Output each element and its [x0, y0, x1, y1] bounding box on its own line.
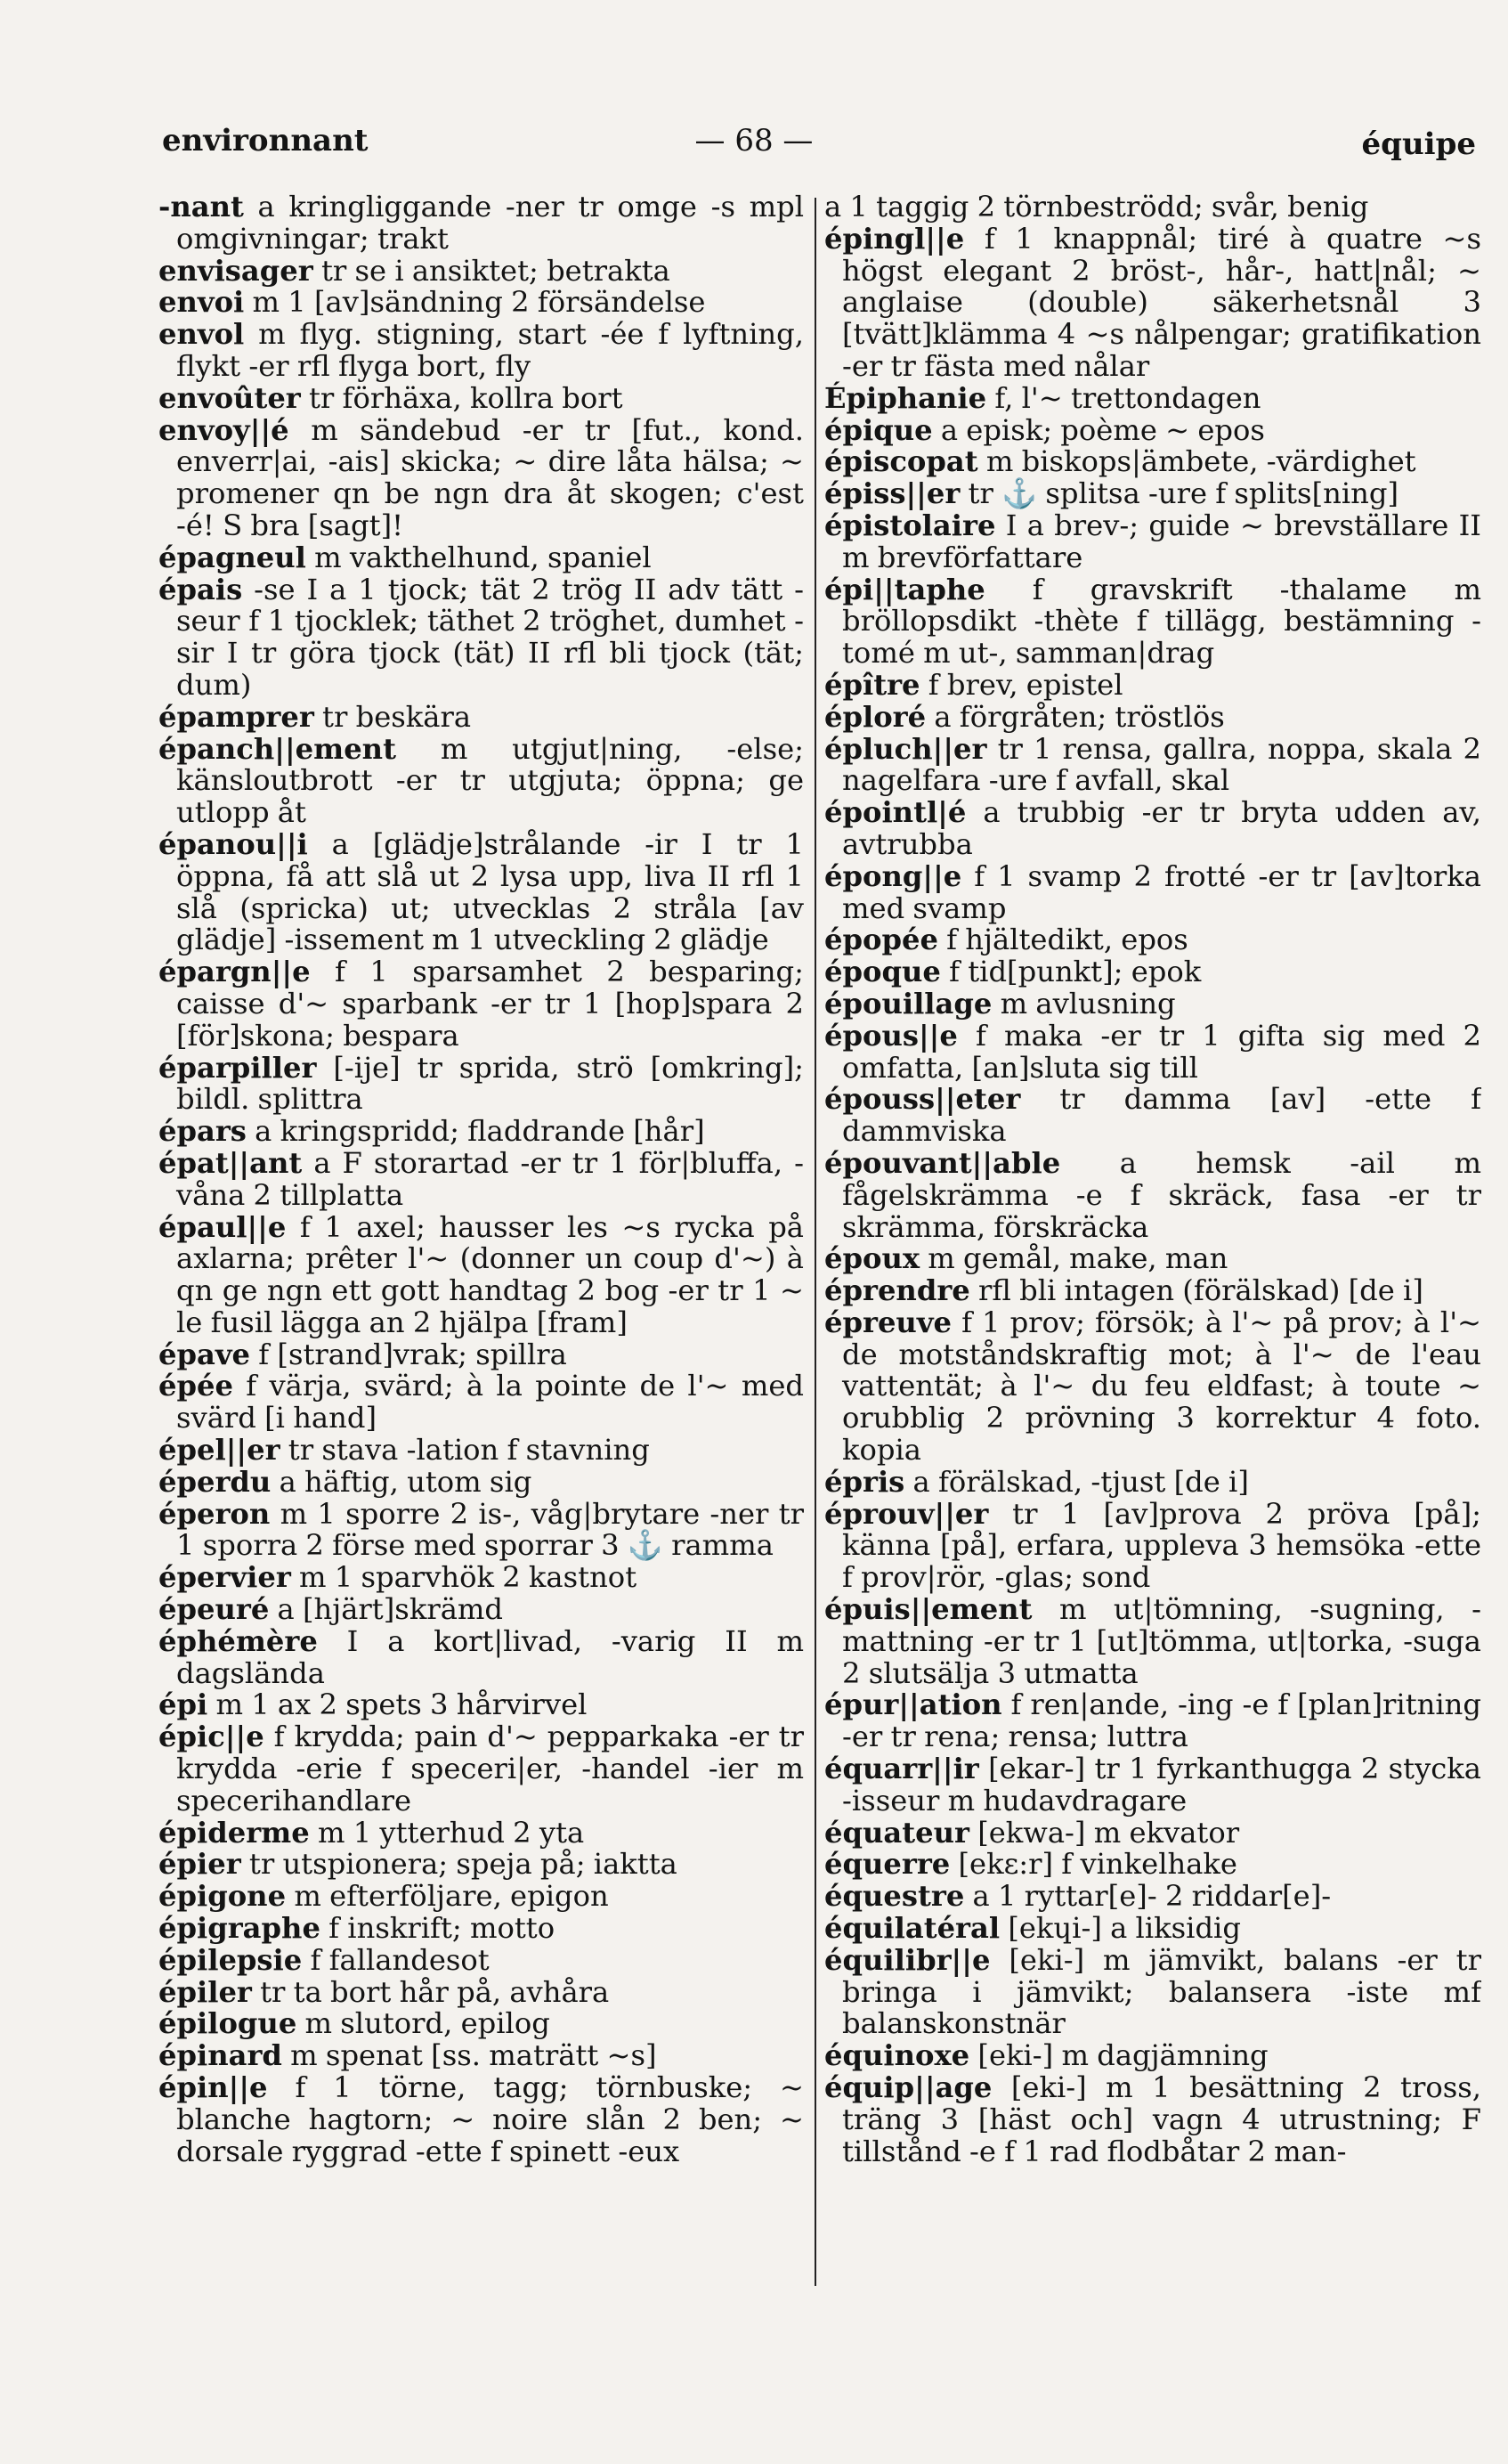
entry-headword: épin||e — [158, 2070, 268, 2105]
entry-headword: éperon — [158, 1496, 271, 1531]
dictionary-entry — [824, 1084, 1481, 1148]
entry-definition: a förgråten; tröstlös — [934, 699, 1225, 734]
entry-definition: m flyg. stigning, start -ée f lyftning, flykt -er rfl flyga bort, fly — [176, 317, 804, 383]
entry-definition: f, l'~ trettondagen — [994, 380, 1261, 415]
dictionary-entry — [158, 699, 804, 734]
entry-headword: épi||taphe — [824, 572, 985, 606]
entry-definition: f ren|ande, -ing -e f [plan]ritning -er tr rena; rensa; luttra — [842, 1687, 1481, 1754]
entry-definition: m spenat [ss. maträtt ~s] — [290, 2038, 657, 2073]
column-divider — [815, 198, 816, 2286]
dictionary-entry — [824, 858, 1481, 925]
entry-headword: épervier — [158, 1560, 291, 1595]
dictionary-entry — [824, 1275, 1481, 1307]
entry-headword: épaul||e — [158, 1209, 287, 1244]
dictionary-entry — [824, 1689, 1481, 1753]
entry-headword: épeuré — [158, 1592, 270, 1627]
entry-headword: épigone — [158, 1879, 287, 1914]
dictionary-entry — [158, 380, 804, 415]
entry-headword: épinard — [158, 2038, 282, 2073]
entry-headword: équestre — [824, 1879, 965, 1914]
entry-headword: épluch||er — [824, 731, 987, 766]
header-first-word: environnant — [162, 123, 369, 159]
entry-headword: épointl|é — [824, 795, 967, 830]
entry-headword: envol — [158, 317, 245, 352]
entry-definition: f 1 sparsamhet 2 besparing; caisse d'~ sparbank -er tr 1 [hop]spara 2 [för]skona; bespara — [176, 955, 804, 1053]
entry-definition: f hjältedikt, epos — [946, 923, 1188, 957]
dictionary-entry — [824, 446, 1481, 478]
entry-headword: épopée — [824, 923, 938, 957]
entry-definition: [ekar-] tr 1 fyrkanthugga 2 stycka -isseur m hudavdragare — [842, 1752, 1481, 1818]
dictionary-entry — [158, 1209, 804, 1339]
entry-headword: éprouv||er — [824, 1496, 989, 1531]
dictionary-entry — [158, 2072, 804, 2167]
entry-headword: épagneul — [158, 540, 306, 574]
entry-definition: [ekɥi-] a liksidig — [1008, 1911, 1241, 1946]
entry-definition: m ut|tömning, -sugning, -mattning -er tr 1 [ut]tömma, ut|torka, -suga 2 slutsälja 3 utmatta — [842, 1592, 1481, 1690]
dictionary-entry — [824, 221, 1481, 383]
dictionary-entry — [824, 1464, 1481, 1499]
entry-headword: -nant — [158, 191, 244, 224]
entry-headword: épur||ation — [824, 1687, 1002, 1722]
entry-definition: m 1 ax 2 spets 3 hårvirvel — [215, 1687, 588, 1722]
entry-headword: épat||ant — [158, 1145, 303, 1180]
entry-headword: épi — [158, 1687, 208, 1722]
dictionary-entry — [824, 956, 1481, 988]
dictionary-entry — [824, 1753, 1481, 1818]
entry-definition: I a kort|livad, -varig II m dagslända — [176, 1623, 804, 1690]
entry-headword: épiler — [158, 1974, 252, 2009]
entry-definition: f fallandesot — [310, 1942, 490, 1977]
entry-headword: épigraphe — [158, 1911, 320, 1946]
dictionary-entry — [158, 191, 804, 256]
entry-headword: épars — [158, 1114, 247, 1149]
entry-definition: f brev, epistel — [928, 667, 1123, 702]
dictionary-entry — [158, 1562, 804, 1594]
dictionary-entry — [824, 2072, 1481, 2167]
dictionary-entry — [824, 1145, 1481, 1244]
dictionary-entry — [158, 574, 804, 702]
entry-definition: m biskops|ämbete, -värdighet — [985, 444, 1416, 479]
entry-headword: envoûter — [158, 380, 301, 415]
entry-definition: [eki-] m 1 besättning 2 tross, träng 3 [häst och] vagn 4 utrustning; F tillstånd -e f 1 rad flodbåtar 2 man- — [842, 2070, 1481, 2168]
entry-headword: épous||e — [824, 1018, 958, 1053]
entry-definition: m 1 sporre 2 is-, våg|brytare -ner tr 1 sporra 2 förse med sporrar 3 ⚓ ramma — [176, 1496, 804, 1563]
entry-headword: épuis||ement — [824, 1592, 1033, 1627]
entry-definition: [eki-] m dagjämning — [977, 2038, 1269, 2073]
entry-definition: a förälskad, -tjust [de i] — [912, 1464, 1249, 1499]
entry-headword: éparpiller — [158, 1050, 317, 1085]
entry-definition: m efterföljare, epigon — [294, 1879, 609, 1914]
dictionary-entry — [158, 731, 804, 830]
entry-headword: épris — [824, 1464, 905, 1499]
dictionary-entry — [824, 1942, 1481, 2041]
dictionary-entry — [158, 1815, 804, 1850]
entry-headword: épamprer — [158, 699, 314, 734]
entry-definition: [ekɛ:r] f vinkelhake — [958, 1847, 1237, 1882]
entry-definition: f 1 axel; hausser les ~s rycka på axlarna; prêter l'~ (donner un coup d'~) à qn ge ngn ett gott handtag 2 bog -er tr 1 ~ le fusil lägga an 2 hjälpa [fram] — [176, 1209, 804, 1339]
dictionary-entry — [824, 699, 1481, 734]
dictionary-entry — [824, 1307, 1481, 1467]
entry-definition: tr 1 rensa, gallra, noppa, skala 2 nagelfara -ure f avfall, skal — [842, 731, 1481, 798]
entry-definition: m sändebud -er tr [fut., kond. enverr|ai, -ais] skicka; ~ dire låta hälsa; ~ promener qn be ngn dra åt skogen; c'est -é! S bra [sagt]! — [176, 412, 804, 542]
dictionary-entry — [158, 412, 804, 542]
entry-headword: épel||er — [158, 1433, 280, 1468]
entry-headword: épiderme — [158, 1815, 310, 1850]
entry-definition: f gravskrift -thalame m bröllopsdikt -thète f tillägg, bestämning -tomé m ut-, samman|drag — [842, 572, 1481, 671]
entry-headword: épiscopat — [824, 444, 978, 479]
dictionary-entry — [158, 1050, 804, 1117]
dictionary-entry — [824, 797, 1481, 861]
dictionary-entry — [158, 1849, 804, 1881]
dictionary-entry — [824, 478, 1481, 510]
dictionary-entry — [158, 1689, 804, 1721]
entry-headword: équerre — [824, 1847, 951, 1882]
entry-headword: épanou||i — [158, 826, 308, 861]
entry-definition: tr stava -lation f stavning — [288, 1433, 650, 1468]
entry-headword: éploré — [824, 699, 927, 734]
entry-definition: f värja, svärd; à la pointe de l'~ med svärd [i hand] — [176, 1369, 804, 1435]
entry-headword: épong||e — [824, 858, 962, 893]
entry-definition: a F storartad -er tr 1 för|bluffa, -våna 2 tillplatta — [176, 1145, 804, 1212]
dictionary-entry — [824, 574, 1481, 670]
dictionary-entry — [824, 510, 1481, 574]
entry-headword: épiss||er — [824, 476, 961, 511]
entry-definition: [eki-] m jämvikt, balans -er tr bringa i jämvikt; balansera -iste mf balanskonstnär — [842, 1942, 1481, 2041]
entry-headword: équinoxe — [824, 2038, 970, 2073]
dictionary-entry — [158, 1913, 804, 1945]
entry-definition: f maka -er tr 1 gifta sig med 2 omfatta, [an]sluta sig till — [842, 1018, 1481, 1085]
entry-headword: épouss||eter — [824, 1082, 1021, 1117]
dictionary-entry — [824, 191, 1481, 224]
entry-definition: f tid[punkt]; epok — [949, 955, 1202, 989]
entry-headword: épistolaire — [824, 508, 996, 542]
dictionary-entry — [824, 1018, 1481, 1085]
entry-headword: épître — [824, 667, 920, 702]
entry-headword: épier — [158, 1847, 241, 1882]
dictionary-entry — [824, 731, 1481, 798]
entry-headword: épave — [158, 1337, 251, 1371]
entry-definition: tr utspionera; speja på; iaktta — [248, 1847, 677, 1882]
entry-definition: f 1 svamp 2 frotté -er tr [av]torka med svamp — [842, 858, 1481, 925]
dictionary-entry — [158, 1623, 804, 1690]
entry-headword: envoi — [158, 285, 245, 320]
entry-definition: a [hjärt]skrämd — [277, 1592, 504, 1627]
dictionary-entry — [158, 542, 804, 574]
entry-definition: m slutord, epilog — [304, 2006, 550, 2041]
entry-headword: éphémère — [158, 1623, 318, 1658]
dictionary-entry — [158, 1594, 804, 1626]
entry-headword: épreuve — [824, 1305, 953, 1339]
entry-headword: épargn||e — [158, 955, 311, 989]
page-number: — 68 — — [694, 123, 814, 159]
dictionary-entry — [824, 1496, 1481, 1595]
entry-definition: m 1 sparvhök 2 kastnot — [299, 1560, 637, 1595]
dictionary-entry — [158, 1881, 804, 1913]
header-last-word: équipe — [1361, 126, 1476, 162]
dictionary-entry — [824, 924, 1481, 956]
entry-definition: f krydda; pain d'~ pepparkaka -er tr krydda -erie f speceri|er, -handel -ier m specerihandlare — [176, 1720, 804, 1818]
dictionary-entry — [158, 826, 804, 957]
dictionary-entry — [158, 1974, 804, 2009]
dictionary-entry — [158, 1339, 804, 1371]
entry-headword: équateur — [824, 1815, 969, 1850]
entry-definition: [ekwa-] m ekvator — [977, 1815, 1240, 1850]
dictionary-entry — [158, 956, 804, 1052]
entry-headword: envisager — [158, 253, 313, 288]
page-header — [0, 123, 1508, 162]
dictionary-entry — [824, 1594, 1481, 1689]
entry-definition: tr beskära — [322, 699, 472, 734]
dictionary-entry — [158, 1464, 804, 1499]
entry-headword: envoy||é — [158, 412, 289, 447]
entry-definition: m vakthelhund, spaniel — [314, 540, 652, 574]
entry-definition: a kringliggande -ner tr omge -s mpl omgivningar; trakt — [176, 191, 804, 256]
entry-headword: équip||age — [824, 2070, 993, 2105]
entry-definition: f 1 prov; försök; à l'~ på prov; à l'~ de motståndskraftig mot; à l'~ de l'eau vattentät; à l'~ du feu eldfast; à toute ~ orubblig 2 prövning 3 korrektur 4 foto. kopia — [842, 1305, 1481, 1468]
left-column — [158, 191, 804, 2293]
entry-headword: équilibr||e — [824, 1942, 991, 1977]
dictionary-entry — [158, 1942, 804, 1977]
entry-definition: a kringspridd; fladdrande [hår] — [255, 1114, 705, 1149]
entry-headword: épanch||ement — [158, 731, 396, 766]
entry-headword: épouvant||able — [824, 1145, 1061, 1180]
dictionary-entry — [824, 412, 1481, 447]
entry-definition: a trubbig -er tr bryta udden av, avtrubba — [842, 795, 1481, 861]
entry-definition: f inskrift; motto — [328, 1911, 555, 1946]
entry-definition: tr förhäxa, kollra bort — [309, 380, 623, 415]
entry-definition: tr damma [av] -ette f dammviska — [842, 1082, 1481, 1149]
dictionary-entry — [158, 287, 804, 319]
dictionary-entry — [158, 1435, 804, 1467]
entry-headword: Épiphanie — [824, 380, 987, 415]
entry-headword: éprendre — [824, 1273, 970, 1308]
dictionary-entry — [824, 667, 1481, 702]
entry-definition: m utgjut|ning, -else; känsloutbrott -er tr utgjuta; öppna; ge utlopp åt — [176, 731, 804, 830]
dictionary-entry — [824, 1815, 1481, 1850]
entry-headword: épouillage — [824, 986, 993, 1021]
entry-definition: a 1 taggig 2 törnbeströdd; svår, benig — [824, 191, 1369, 224]
dictionary-entry — [158, 1145, 804, 1212]
entry-definition: a häftig, utom sig — [279, 1464, 532, 1499]
dictionary-entry — [158, 1116, 804, 1148]
right-column — [824, 191, 1481, 2293]
entry-definition: rfl bli intagen (förälskad) [de i] — [978, 1273, 1423, 1308]
entry-definition: tr ⚓ splitsa -ure f splits[ning] — [968, 476, 1399, 511]
dictionary-entry — [824, 1881, 1481, 1913]
dictionary-entry — [158, 1496, 804, 1563]
entry-headword: équilatéral — [824, 1911, 1001, 1946]
entry-definition: tr ta bort hår på, avhåra — [260, 1974, 610, 2009]
entry-definition: m avlusning — [1000, 986, 1176, 1021]
dictionary-entry — [824, 2040, 1481, 2072]
entry-definition: a episk; poème ~ epos — [940, 412, 1265, 447]
entry-definition: tr se i ansiktet; betrakta — [320, 253, 670, 288]
entry-definition: I a brev-; guide ~ brevställare II m brevförfattare — [842, 508, 1481, 574]
entry-definition: a 1 ryttar[e]- 2 riddar[e]- — [972, 1879, 1332, 1914]
dictionary-entry — [824, 380, 1481, 415]
dictionary-entry — [824, 988, 1481, 1021]
dictionary-entry — [158, 253, 804, 288]
entry-definition: f 1 törne, tagg; törnbuske; ~ blanche hagtorn; ~ noire slån 2 ben; ~ dorsale ryggrad -ette f spinett -eux — [176, 2070, 804, 2168]
entry-definition: -se I a 1 tjock; tät 2 trög II adv tätt -seur f 1 tjocklek; täthet 2 tröghet, dumhet -sir I tr göra tjock (tät) II rfl bli tjock (tät; dum) — [176, 572, 804, 702]
dictionary-entry — [158, 1721, 804, 1817]
entry-definition: [-ije] tr sprida, strö [omkring]; bildl. splittra — [176, 1050, 804, 1117]
dictionary-entry — [158, 319, 804, 383]
entry-headword: équarr||ir — [824, 1752, 979, 1786]
entry-definition: a hemsk -ail m fågelskrämma -e f skräck, fasa -er tr skrämma, förskräcka — [842, 1145, 1481, 1244]
entry-definition: f 1 knappnål; tiré à quatre ~s högst elegant 2 bröst-, hår-, hatt|nål; ~ anglaise (double) säkerhetsnål 3 [tvätt]klämma 4 ~s nålpengar; gratifikation -er tr fästa med nålar — [842, 221, 1481, 383]
entry-definition: m 1 [av]sändning 2 försändelse — [252, 285, 706, 320]
entry-definition: f [strand]vrak; spillra — [258, 1337, 567, 1371]
entry-headword: épais — [158, 572, 243, 606]
dictionary-entry — [158, 2008, 804, 2040]
entry-definition: tr 1 [av]prova 2 pröva [på]; känna [på], erfara, uppleva 3 hemsöka -ette f prov|rör, -glas; sond — [842, 1496, 1481, 1595]
entry-headword: époux — [824, 1241, 920, 1276]
dictionary-entry — [824, 1913, 1481, 1945]
entry-headword: époque — [824, 955, 941, 989]
entry-headword: éperdu — [158, 1464, 272, 1499]
entry-headword: épée — [158, 1369, 233, 1403]
entry-definition: m gemål, make, man — [928, 1241, 1228, 1276]
entry-headword: épingl||e — [824, 221, 965, 256]
entry-definition: a [glädje]strålande -ir I tr 1 öppna, få att slå ut 2 lysa upp, liva II rfl 1 slå (spricka) ut; utvecklas 2 stråla [av glädje] -issement m 1 utveckling 2 glädje — [176, 826, 804, 957]
dictionary-entry — [158, 2040, 804, 2072]
dictionary-entry — [824, 1243, 1481, 1275]
dictionary-entry — [824, 1849, 1481, 1881]
dictionary-entry — [158, 1370, 804, 1435]
entry-headword: épic||e — [158, 1720, 264, 1754]
entry-headword: épique — [824, 412, 933, 447]
entry-headword: épilepsie — [158, 1942, 303, 1977]
entry-headword: épilogue — [158, 2006, 297, 2041]
entry-definition: m 1 ytterhud 2 yta — [317, 1815, 585, 1850]
